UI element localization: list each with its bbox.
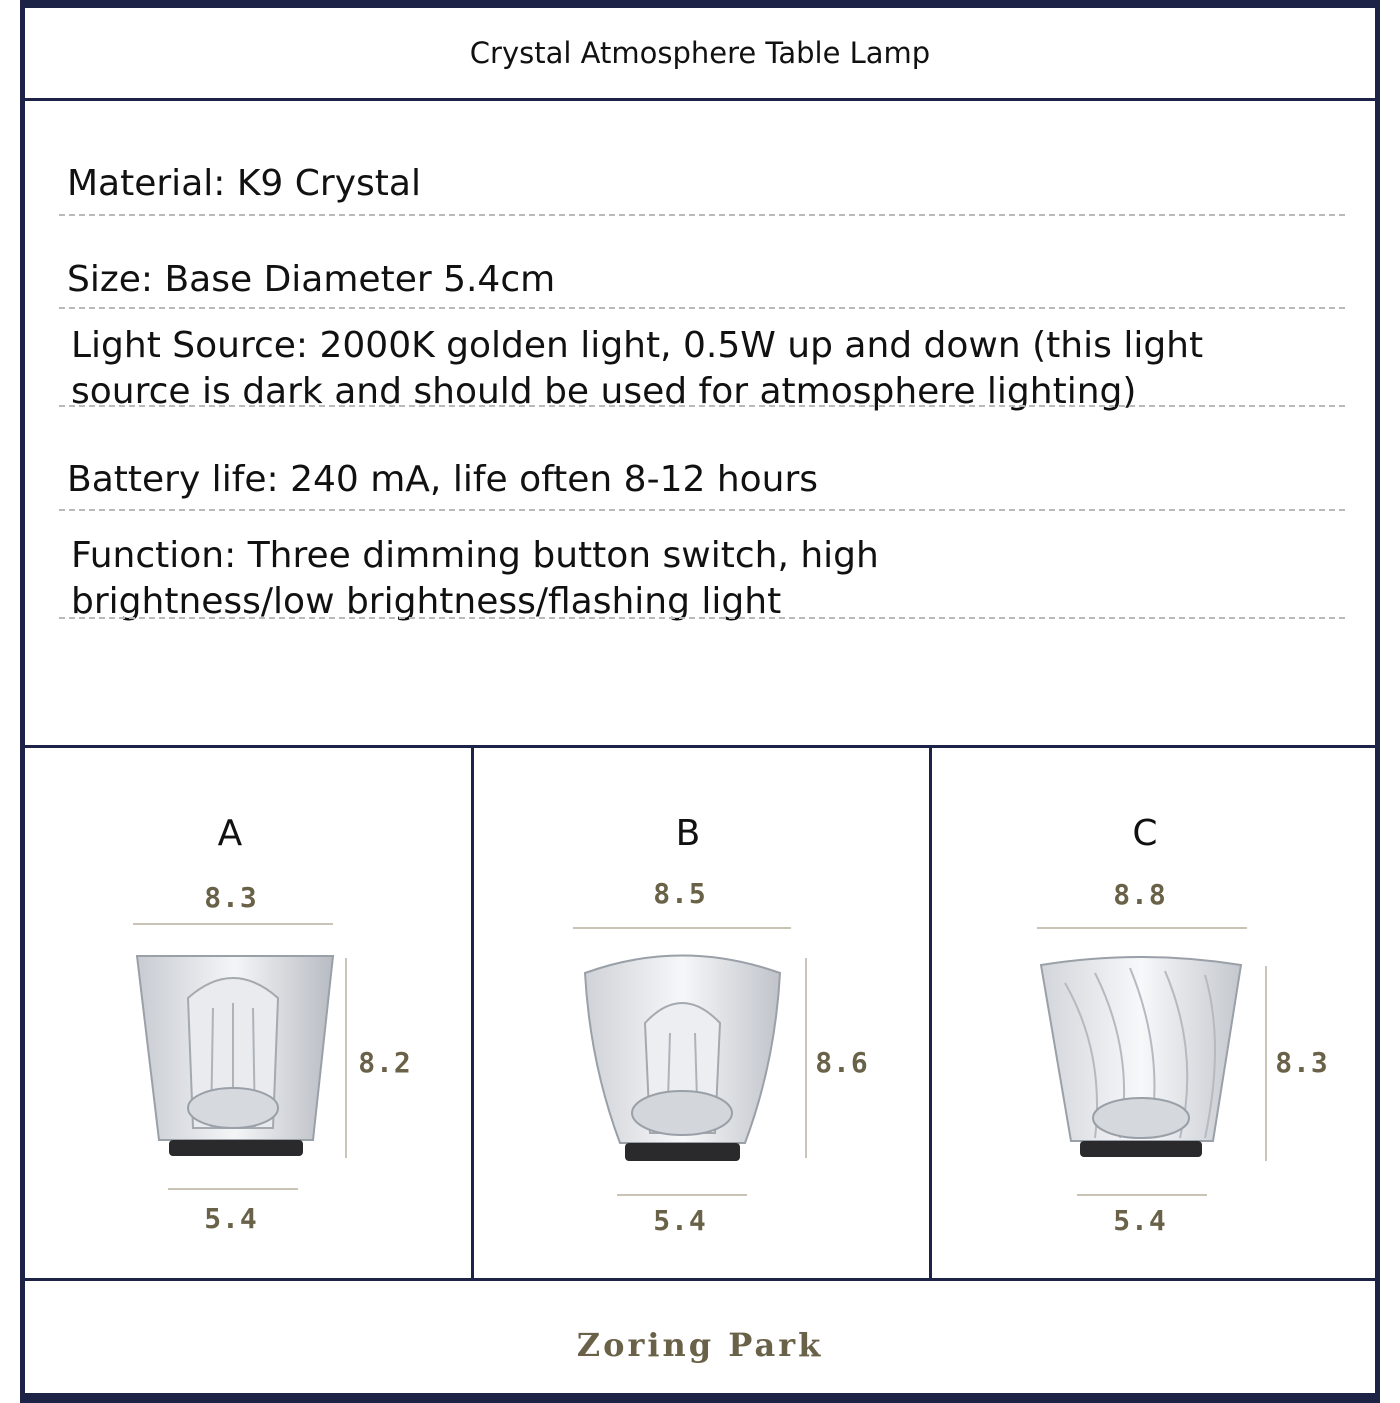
top-width-line [133,923,333,925]
title-divider [25,98,1375,101]
lamp-b-image [575,943,790,1178]
spec-light-source-line1: Light Source: 2000K golden light, 0.5W up and down (this light [71,325,1204,366]
spec-divider [59,617,1345,619]
top-width-value: 8.3 [204,881,258,914]
base-width-value: 5.4 [1113,1204,1167,1237]
spec-light-source-line2: source is dark and should be used for atmosphere lighting) [71,371,1137,412]
lamp-a-image [133,948,338,1173]
spec-size: Size: Base Diameter 5.4cm [67,259,556,300]
product-label: C [1132,813,1158,854]
product-label: B [675,813,701,854]
spec-function-line1: Function: Three dimming button switch, high [71,535,879,576]
spec-function-line2: brightness/low brightness/flashing light [71,581,782,622]
page-frame [20,0,1380,1403]
top-width-line [1037,927,1247,929]
product-column-divider [471,748,474,1278]
height-value: 8.3 [1275,1046,1329,1079]
base-width-value: 5.4 [653,1204,707,1237]
product-column-divider [929,748,932,1278]
top-width-line [573,927,791,929]
products-bottom-divider [25,1278,1375,1281]
base-width-line [168,1188,298,1190]
base-width-line [1077,1194,1207,1196]
spec-material: Material: K9 Crystal [67,163,421,204]
top-width-value: 8.5 [653,877,707,910]
products-top-divider [25,745,1375,748]
page-title: Crystal Atmosphere Table Lamp [469,36,931,70]
spec-divider [59,405,1345,407]
height-value: 8.2 [358,1046,412,1079]
spec-divider [59,214,1345,216]
base-width-line [617,1194,747,1196]
spec-battery-life: Battery life: 240 mA, life often 8-12 hours [67,459,819,500]
brand-name: Zoring Park [576,1326,824,1364]
lamp-c-image [1035,953,1247,1178]
top-width-value: 8.8 [1113,878,1167,911]
height-value: 8.6 [815,1046,869,1079]
spec-divider [59,307,1345,309]
product-label: A [217,813,243,854]
base-width-value: 5.4 [204,1202,258,1235]
spec-divider [59,509,1345,511]
